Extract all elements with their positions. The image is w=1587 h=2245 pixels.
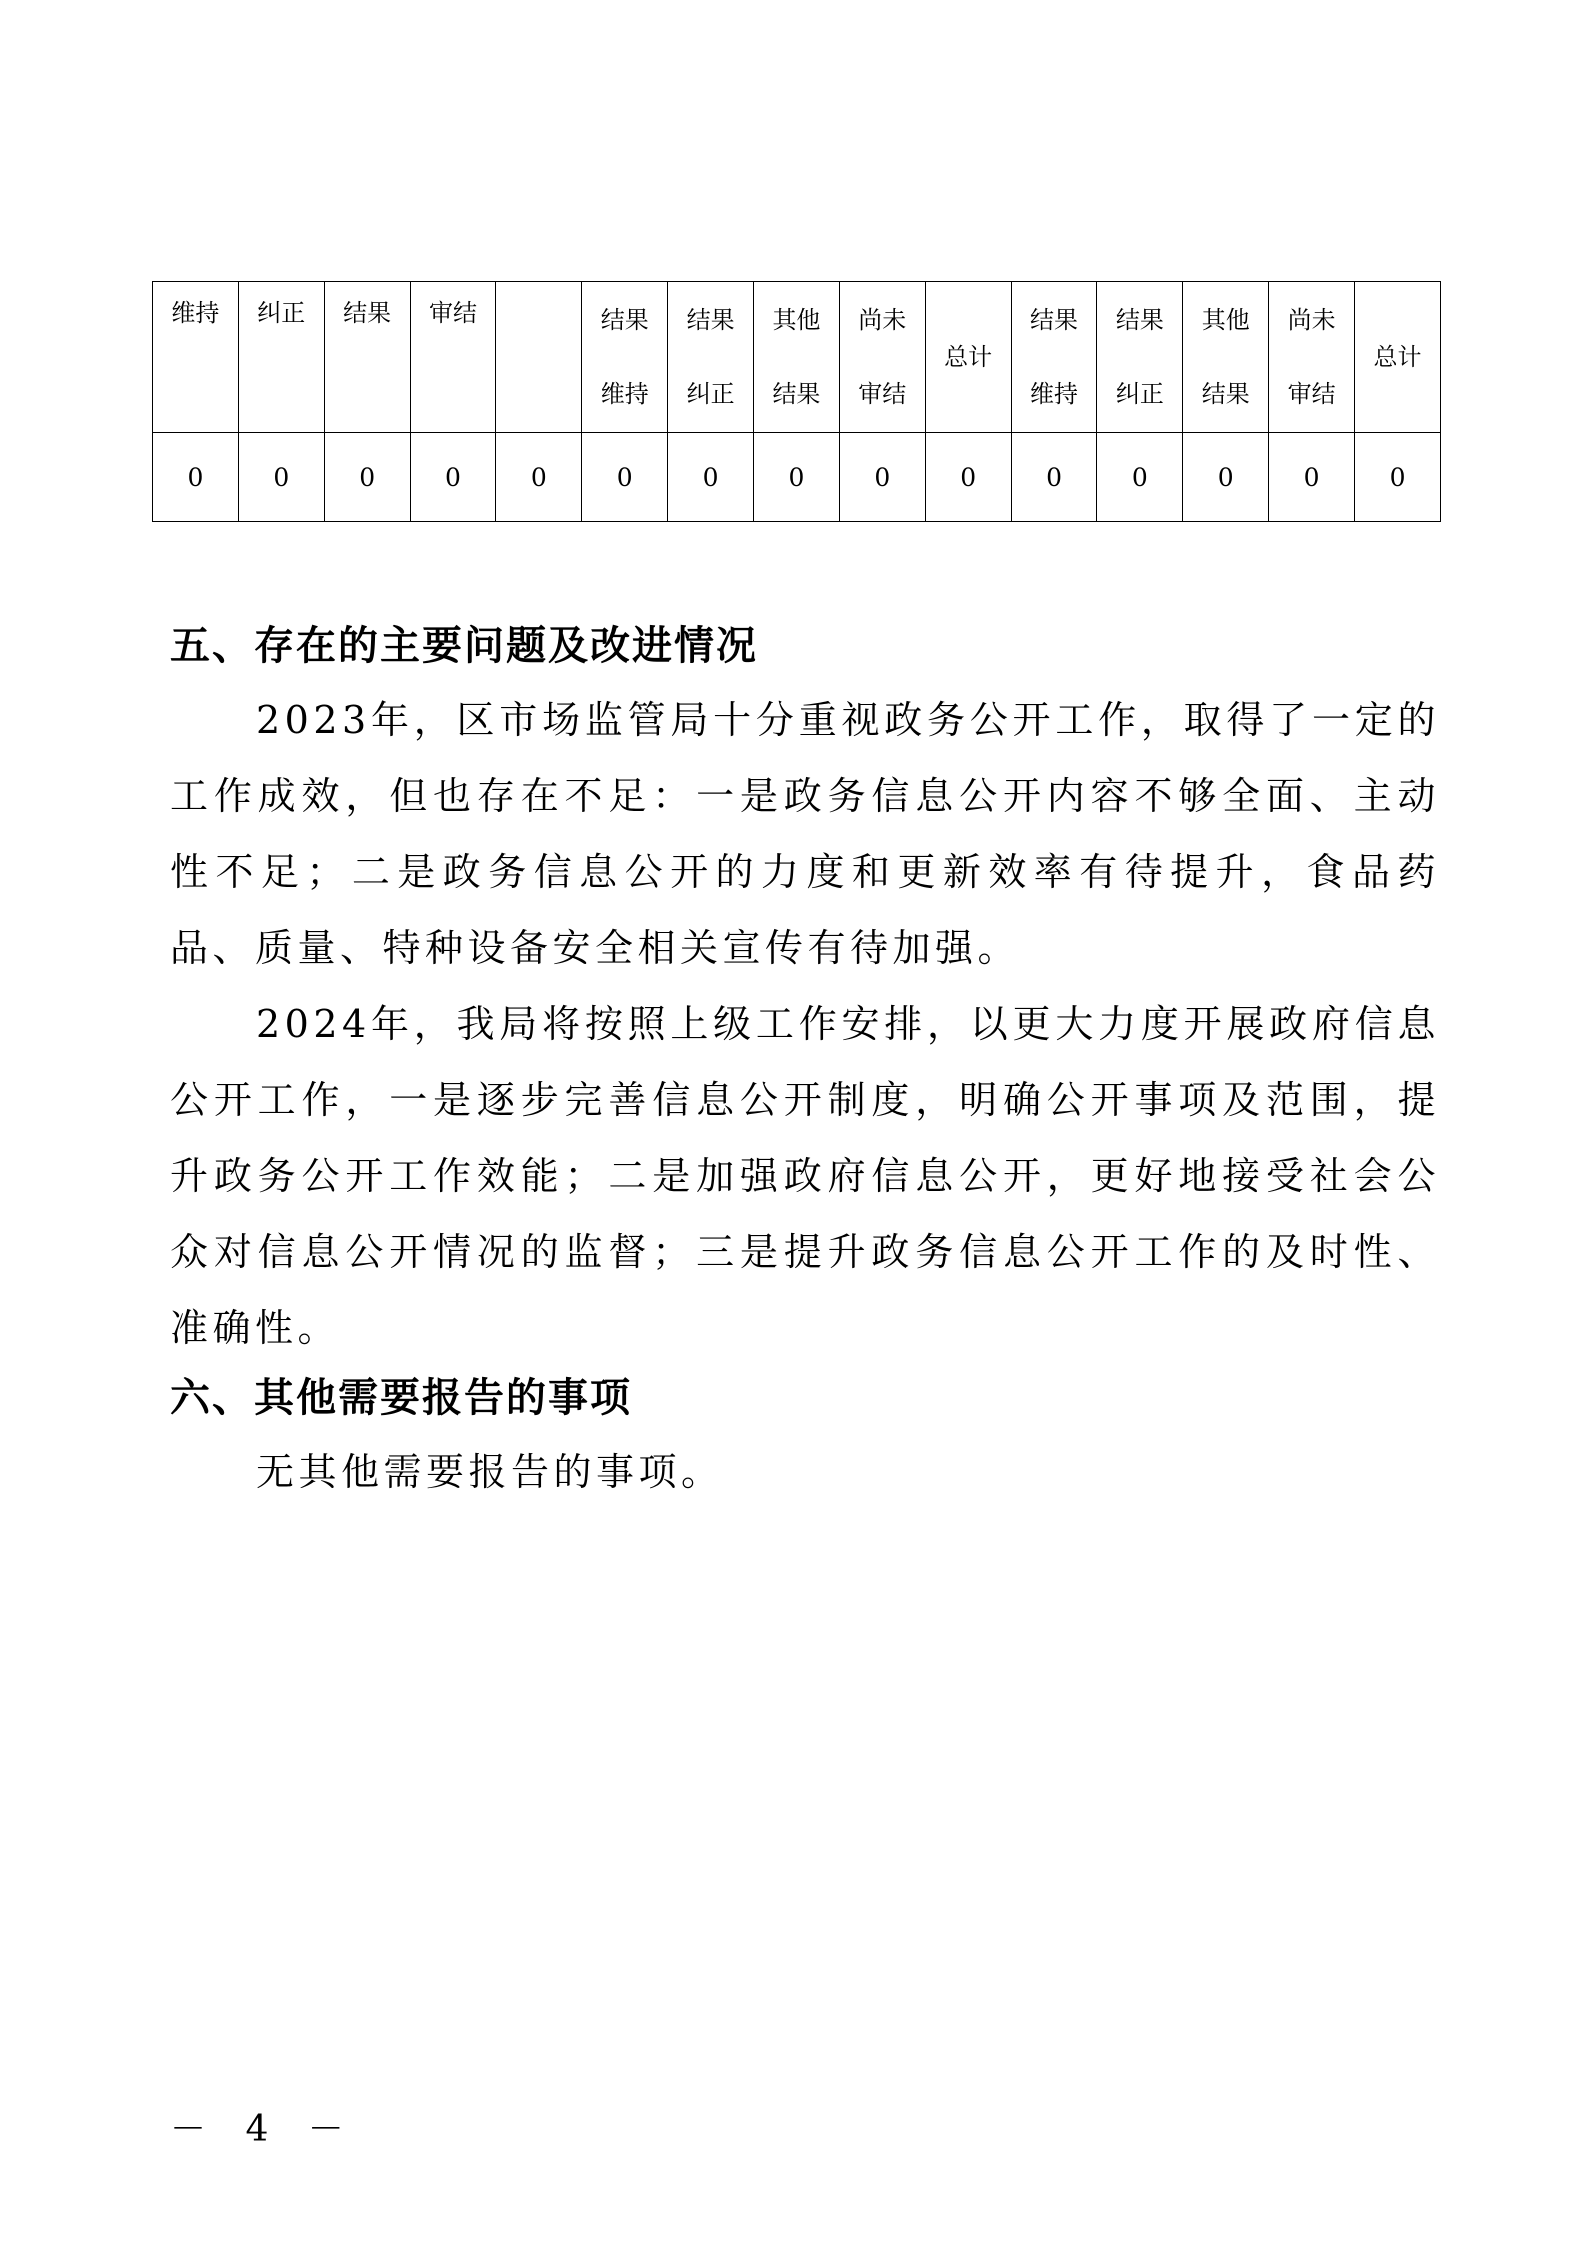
table-header-cell bbox=[324, 282, 410, 433]
table-value-cell: 0 bbox=[496, 433, 582, 522]
header-cell-text: 结果 bbox=[1201, 380, 1250, 408]
header-cell-text: 其他 bbox=[772, 306, 821, 334]
table-value-cell: 0 bbox=[1355, 433, 1441, 522]
header-cell-text: 结果 bbox=[686, 306, 735, 334]
table-header-cell bbox=[1183, 282, 1269, 433]
table-value-cell: 0 bbox=[754, 433, 840, 522]
table-value-cell: 0 bbox=[1097, 433, 1183, 522]
header-cell-text: 审结 bbox=[429, 299, 477, 327]
statistics-table bbox=[152, 281, 1441, 522]
header-cell-text: 尚未 bbox=[858, 306, 907, 334]
header-cell-text: 其他 bbox=[1201, 306, 1250, 334]
section-5-paragraph-2-text: 2024年，我局将按照上级工作安排，以更大力度开展政府信息公开工作，一是逐步完善信息公开制度，明确公开事项及范围，提升政务公开工作效能；二是加强政府信息公开，更好地接受社会公众对信息公开情况的监督；三是提升政务信息公开工作的及时性、准确性。 bbox=[170, 1002, 1440, 1350]
header-cell-text: 结果 bbox=[1030, 306, 1079, 334]
page-number: － 4 － bbox=[170, 2109, 358, 2150]
header-cell-text: 维持 bbox=[600, 380, 649, 408]
header-cell-text: 纠正 bbox=[686, 380, 735, 408]
section-5-heading: 五、存在的主要问题及改进情况 bbox=[170, 623, 758, 669]
table-header-cell bbox=[1355, 282, 1441, 433]
header-cell-text: 结果 bbox=[1115, 306, 1164, 334]
table-value-cell: 0 bbox=[668, 433, 754, 522]
table-value-cell: 0 bbox=[1183, 433, 1269, 522]
table-value-cell: 0 bbox=[324, 433, 410, 522]
section-6-heading: 六、其他需要报告的事项 bbox=[170, 1375, 632, 1421]
header-cell-text: 结果 bbox=[343, 299, 392, 327]
header-cell-text: 结果 bbox=[772, 380, 821, 408]
table-header-cell bbox=[925, 282, 1011, 433]
table-values-row bbox=[153, 433, 1441, 522]
table-header-cell bbox=[1011, 282, 1097, 433]
table-header-cell bbox=[839, 282, 925, 433]
header-cell-text: 审结 bbox=[1287, 380, 1336, 408]
table-header-row bbox=[153, 282, 1441, 433]
header-cell-text: 尚未 bbox=[1287, 306, 1336, 334]
table-header-cell bbox=[1097, 282, 1183, 433]
header-cell-text: 纠正 bbox=[257, 299, 306, 327]
table-value-cell: 0 bbox=[1011, 433, 1097, 522]
table-value-cell: 0 bbox=[582, 433, 668, 522]
section-5-paragraph-1 bbox=[170, 682, 1440, 986]
table-value-cell: 0 bbox=[410, 433, 496, 522]
section-5-paragraph-2 bbox=[170, 986, 1440, 1366]
table-header-cell bbox=[582, 282, 668, 433]
table-value-cell: 0 bbox=[153, 433, 239, 522]
section-5-paragraph-1-text: 2023年，区市场监管局十分重视政务公开工作，取得了一定的工作成效，但也存在不足：一是政务信息公开内容不够全面、主动性不足；二是政务信息公开的力度和更新效率有待提升，食品药品、质量、特种设备安全相关宣传有待加强。 bbox=[170, 698, 1440, 970]
header-cell-text: 纠正 bbox=[1115, 380, 1164, 408]
header-cell-text: 总计 bbox=[944, 343, 993, 371]
header-cell-text: 维持 bbox=[1030, 380, 1079, 408]
table-header-cell bbox=[668, 282, 754, 433]
table-header-cell bbox=[496, 282, 582, 433]
table-value-cell: 0 bbox=[238, 433, 324, 522]
table-header-cell bbox=[153, 282, 239, 433]
table-header-cell bbox=[238, 282, 324, 433]
header-cell-text: 结果 bbox=[600, 306, 649, 334]
table-header-cell bbox=[754, 282, 840, 433]
table-value-cell: 0 bbox=[839, 433, 925, 522]
header-cell-text: 总计 bbox=[1373, 343, 1422, 371]
header-cell-text: 审结 bbox=[858, 380, 907, 408]
table-header-cell bbox=[1269, 282, 1355, 433]
section-6-text: 无其他需要报告的事项。 bbox=[256, 1450, 724, 1494]
table-value-cell: 0 bbox=[1269, 433, 1355, 522]
table-value-cell: 0 bbox=[925, 433, 1011, 522]
table-header-cell bbox=[410, 282, 496, 433]
header-cell-text: 维持 bbox=[171, 299, 220, 327]
